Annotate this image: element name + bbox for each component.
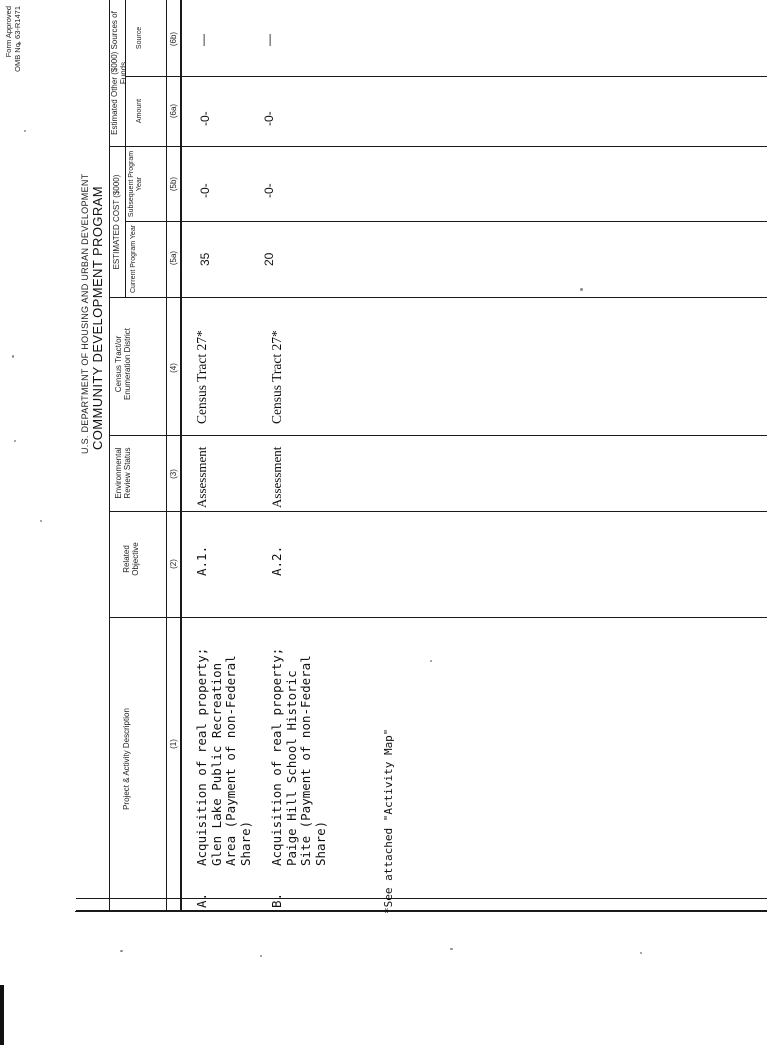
header-number-rule: [166, 0, 167, 912]
form-title: COMMUNITY DEVELOPMENT PROGRAM: [90, 186, 105, 450]
agency-name: U.S. DEPARTMENT OF HOUSING AND URBAN DEVELOPMENT: [80, 173, 90, 454]
col-current-year-header: Current Program Year: [130, 224, 137, 294]
col-census-num: (4): [169, 363, 178, 373]
col-environmental-num: (3): [169, 469, 178, 479]
row-current-cost: 35: [198, 252, 212, 266]
col-subsequent-year-num: (5b): [169, 176, 178, 192]
form-approved-note: [4, 6, 22, 114]
row-subsequent-cost: -0-: [262, 183, 276, 198]
col-objective-num: (2): [169, 559, 178, 569]
col-other-sources-header: Estimated Other ($000) Sources of Funds: [110, 11, 128, 135]
row-census: Census Tract 27*: [269, 330, 284, 424]
row-description: Acquisition of real property; Paige Hill School Historic Site (Payment of non-Federal Share): [269, 647, 328, 866]
row-other-source: —: [196, 34, 210, 46]
row-letter: A.: [194, 892, 209, 908]
row-subsequent-cost: -0-: [198, 183, 212, 198]
row-letter: B.: [269, 892, 284, 908]
row-other-amount: -0-: [262, 111, 276, 126]
row-environmental: Assessment: [269, 446, 284, 508]
row-current-cost: 20: [262, 252, 276, 266]
form-approved-label: Form Approved: [4, 6, 13, 58]
row-other-source: —: [262, 34, 276, 46]
col-estimated-cost-header: ESTIMATED COST ($000): [112, 174, 121, 270]
row-environmental: Assessment: [194, 446, 209, 508]
row-description: Acquisition of real property; Glen Lake Public Recreation Area (Payment of non-Federal Share): [194, 647, 253, 866]
col-subsequent-year-header: Subsequent Program Year: [128, 150, 143, 218]
col-amount-header: Amount: [136, 98, 143, 124]
omb-number: OMB No. 63-R1471: [13, 6, 22, 72]
row-census: Census Tract 27*: [194, 330, 209, 424]
row-objective: A.1.: [194, 545, 209, 576]
col-census-header: Census Tract/or Enumeration District: [114, 327, 132, 401]
header-bottom-rule: [180, 0, 182, 912]
col-objective-header: Related Objective: [122, 542, 140, 576]
col-source-header: Source: [136, 26, 143, 50]
row-objective: A.2.: [269, 545, 284, 576]
col-project-num: (1): [169, 739, 178, 749]
col-source-num: (6b): [169, 31, 178, 47]
col-environmental-header: Environmental Review Status: [114, 447, 132, 499]
col-amount-num: (6a): [169, 103, 178, 119]
col-current-year-num: (5a): [169, 250, 178, 266]
col-project-header: Project & Activity Description: [122, 708, 131, 810]
row-other-amount: -0-: [198, 111, 212, 126]
footnote: *See attached "Activity Map": [382, 728, 395, 914]
